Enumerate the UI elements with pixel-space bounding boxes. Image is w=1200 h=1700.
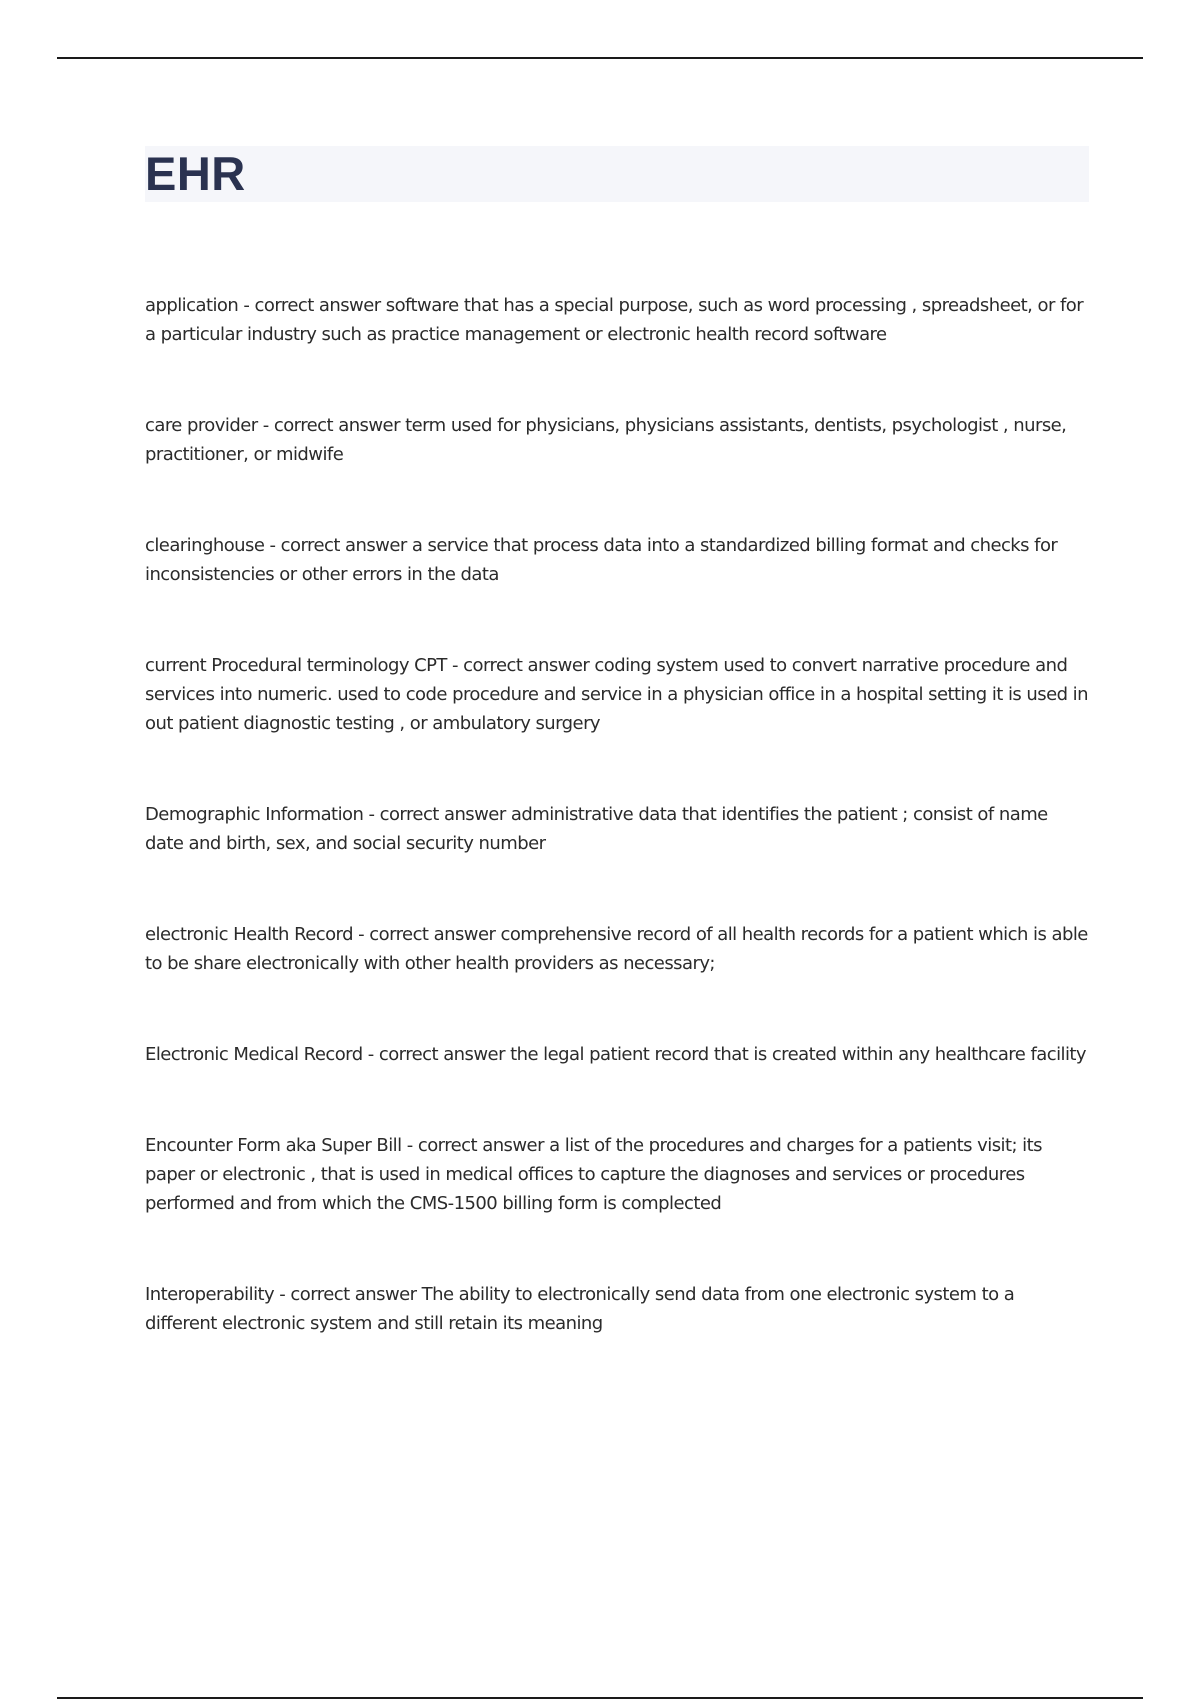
glossary-entry-electronic-medical-record: Electronic Medical Record - correct answer the legal patient record that is created within any healthcare facility [145, 1044, 1087, 1065]
bottom-rule [57, 1697, 1143, 1699]
glossary-entry-clearinghouse: clearinghouse - correct answer a service that process data into a standardized billing format and checks for inconsistencies or other errors in the data [145, 535, 1058, 585]
glossary-entry-application: application - correct answer software that has a special purpose, such as word processing , spreadsheet, or for a particular industry such as practice management or electronic health record software [145, 295, 1084, 345]
top-rule [57, 57, 1143, 59]
glossary-entry-interoperability: Interoperability - correct answer The ability to electronically send data from one electronic system to a different electronic system and still retain its meaning [145, 1284, 1015, 1334]
glossary-entry-care-provider: care provider - correct answer term used for physicians, physicians assistants, dentists, psychologist , nurse, practitioner, or midwife [145, 415, 1067, 465]
glossary-entry-electronic-health-record: electronic Health Record - correct answer comprehensive record of all health records for a patient which is able to be share electronically with other health providers as necessary; [145, 924, 1088, 974]
title-band [145, 146, 1089, 202]
document-title: EHR [145, 147, 246, 200]
glossary-entry-cpt: current Procedural terminology CPT - correct answer coding system used to convert narrative procedure and services into numeric. used to code procedure and service in a physician office in a hospital setting it is used in out patient diagnostic testing , or ambulatory surgery [145, 655, 1088, 734]
glossary-entry-encounter-form: Encounter Form aka Super Bill - correct answer a list of the procedures and charges for a patients visit; its paper or electronic , that is used in medical offices to capture the diagnoses and services or procedures performed and from which the CMS-1500 billing form is complected [145, 1135, 1042, 1214]
glossary-list [145, 291, 1089, 1338]
glossary-entry-demographic-information: Demographic Information - correct answer administrative data that identifies the patient ; consist of name date and birth, sex, and social security number [145, 804, 1048, 854]
